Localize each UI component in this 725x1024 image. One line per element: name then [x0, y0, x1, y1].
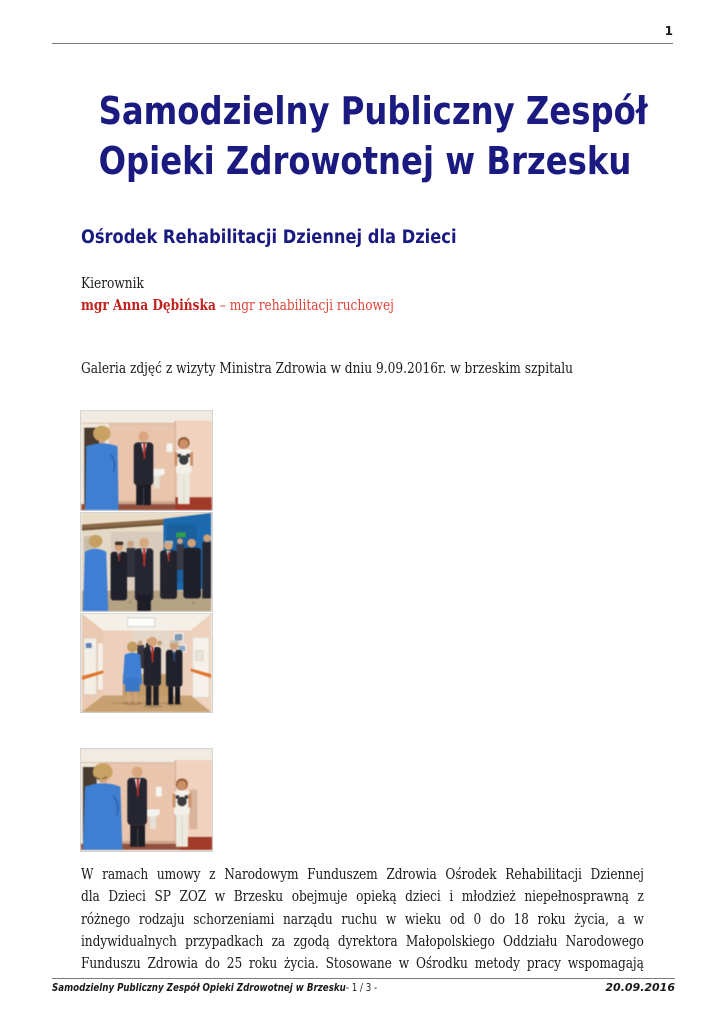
- header-rule: [52, 43, 673, 44]
- footer-date: 20.09.2016: [605, 981, 675, 994]
- footer-site-name-block: [52, 981, 377, 994]
- photo-4-image: [81, 749, 212, 851]
- document-title: [52, 86, 673, 186]
- body-line: różnego rodzaju schorzeniami narządu ruchu w wieku od 0 do 18 roku życia, a w: [81, 911, 644, 928]
- person-role: – mgr rehabilitacji ruchowej: [215, 298, 394, 314]
- title-line-2: Opieki Zdrowotnej w Brzesku: [98, 139, 632, 183]
- footer-rule: [52, 978, 675, 979]
- body-line: dla Dzieci SP ZOZ w Brzesku obejmuje opieką dzieci i młodzież niepełnosprawną z: [81, 889, 644, 906]
- footer-page-indicator: - 1 / 3 -: [345, 981, 378, 994]
- title-line-1: Samodzielny Publiczny Zespół: [98, 89, 648, 133]
- role-label: Kierownik: [81, 276, 144, 292]
- gallery-photo-3: [80, 613, 213, 713]
- person-line: [81, 295, 394, 317]
- photo-3-image: [81, 614, 212, 712]
- page-number: 1: [664, 24, 673, 38]
- body-line: indywidualnych przypadkach za zgodą dyrektora Małopolskiego Oddziału Narodowego: [81, 933, 644, 950]
- body-line: Funduszu Zdrowia do 25 roku życia. Stosowane w Ośrodku metody pracy wspomagają: [81, 956, 644, 973]
- staff-block: [81, 274, 394, 317]
- photo-2-image: [81, 513, 212, 611]
- photo-1-image: [81, 411, 212, 510]
- footer-site-name: Samodzielny Publiczny Zespół Opieki Zdrowotnej w Brzesku: [52, 981, 346, 994]
- body-paragraph: [81, 864, 644, 975]
- gallery-photo-4: [80, 748, 213, 852]
- gallery-caption: Galeria zdjęć z wizyty Ministra Zdrowia w dniu 9.09.2016r. w brzeskim szpitalu: [81, 361, 573, 377]
- section-heading: Ośrodek Rehabilitacji Dziennej dla Dzieci: [81, 227, 457, 248]
- body-line: W ramach umowy z Narodowym Funduszem Zdrowia Ośrodek Rehabilitacji Dziennej: [81, 867, 644, 883]
- gallery-photo-1: [80, 410, 213, 511]
- person-name: mgr Anna Dębińska: [81, 297, 216, 314]
- gallery-photo-2: [80, 512, 213, 612]
